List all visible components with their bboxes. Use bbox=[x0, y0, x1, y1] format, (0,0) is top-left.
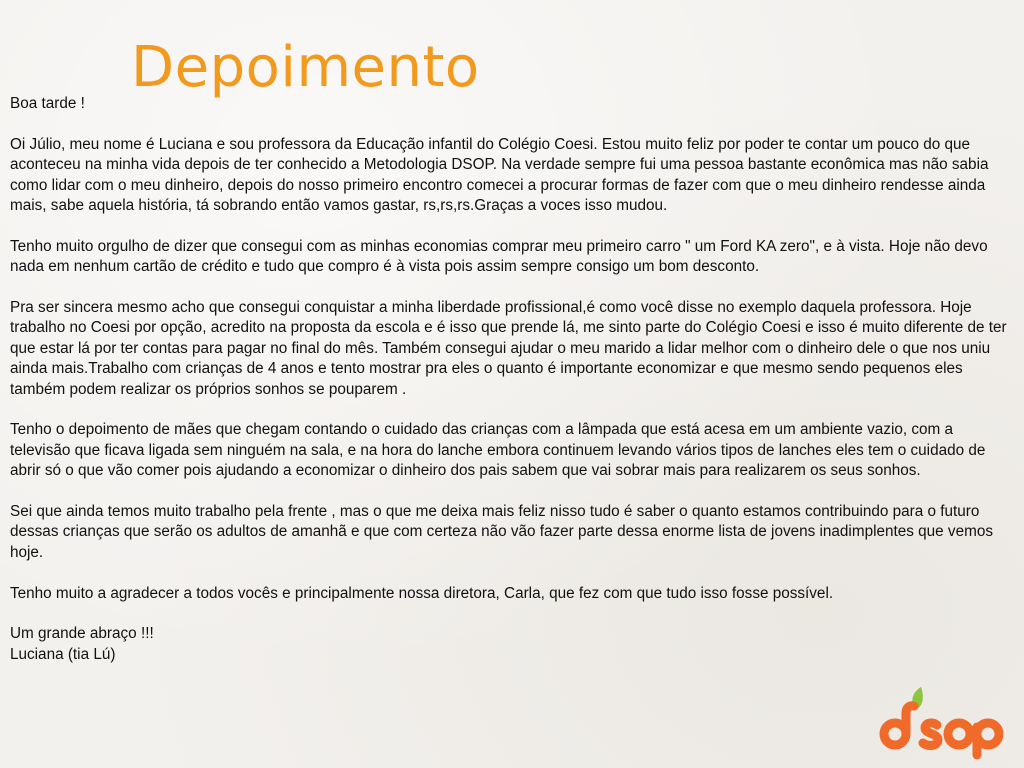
closing: Um grande abraço !!! bbox=[10, 625, 154, 643]
letter-body bbox=[10, 94, 1015, 665]
dsop-logo bbox=[876, 684, 1006, 760]
paragraph-freedom: Pra ser sincera mesmo acho que consegui conquistar a minha liberdade profissional,é como você disse no exemplo daquela professora. Hoje trabalho no Coesi por opção, acredito na proposta da escola e é isso que prende lá, me sinto parte do Colégio Coesi e isso é muito diferente de ter que estar lá por ter contas para pagar no final do mês. Também consegui ajudar o meu marido a lidar melhor com o dinheiro dele o que nos uniu ainda mais.Trabalho com crianças de 4 anos e tento mostrar pra eles o quanto é importante economizar e que mesmo sendo pequenos eles também podem realizar os próprios sonhos se pouparem . bbox=[10, 299, 1007, 398]
logo-wordmark bbox=[884, 706, 999, 755]
greeting: Boa tarde ! bbox=[10, 95, 85, 112]
slide-title: Depoimento bbox=[131, 35, 480, 100]
signature: Luciana (tia Lú) bbox=[10, 645, 116, 663]
paragraph-car: Tenho muito orgulho de dizer que consegui com as minhas economias comprar meu primeiro carro " um Ford KA zero", e à vista. Hoje não devo nada em nenhum cartão de crédito e tudo que compro é à vista pois assim sempre consigo um bom desconto. bbox=[10, 237, 988, 276]
paragraph-mothers: Tenho o depoimento de mães que chegam contando o cuidado das crianças com a lâmpada que está acesa em um ambiente vazio, com a televisão que ficava ligada sem ninguém na sala, e na hora do lanche embora continuem levando vários tipos de lanches eles tem o cuidado de abrir só o que vão comer pois ajudando a economizar o dinheiro dos pais sabem que vai sobrar mais para realizarem os seus sonhos. bbox=[10, 421, 986, 480]
paragraph-thanks: Tenho muito a agradecer a todos vocês e principalmente nossa diretora, Carla, que fez com que tudo isso fosse possível. bbox=[10, 584, 834, 602]
paragraph-intro: Oi Júlio, meu nome é Luciana e sou professora da Educação infantil do Colégio Coesi. Estou muito feliz por poder te contar um pouco do que aconteceu na minha vida depois de ter conhecido a Metodologia DSOP. Na verdade sempre fui uma pessoa bastante econômica mas não sabia como lidar com o meu dinheiro, depois do nosso primeiro encontro comecei a procurar formas de fazer com que o meu dinheiro rendesse ainda mais, sabe aquela história, tá sobrando então vamos gastar, rs,rs,rs.Graças a voces isso mudou. bbox=[10, 135, 989, 215]
paragraph-future: Sei que ainda temos muito trabalho pela frente , mas o que me deixa mais feliz nisso tudo é saber o quanto estamos contribuindo para o futuro dessas crianças que serão os adultos de amanhã e que com certeza não vão fazer parte dessa enorme lista de jovens inadimplentes que vemos hoje. bbox=[10, 503, 993, 561]
